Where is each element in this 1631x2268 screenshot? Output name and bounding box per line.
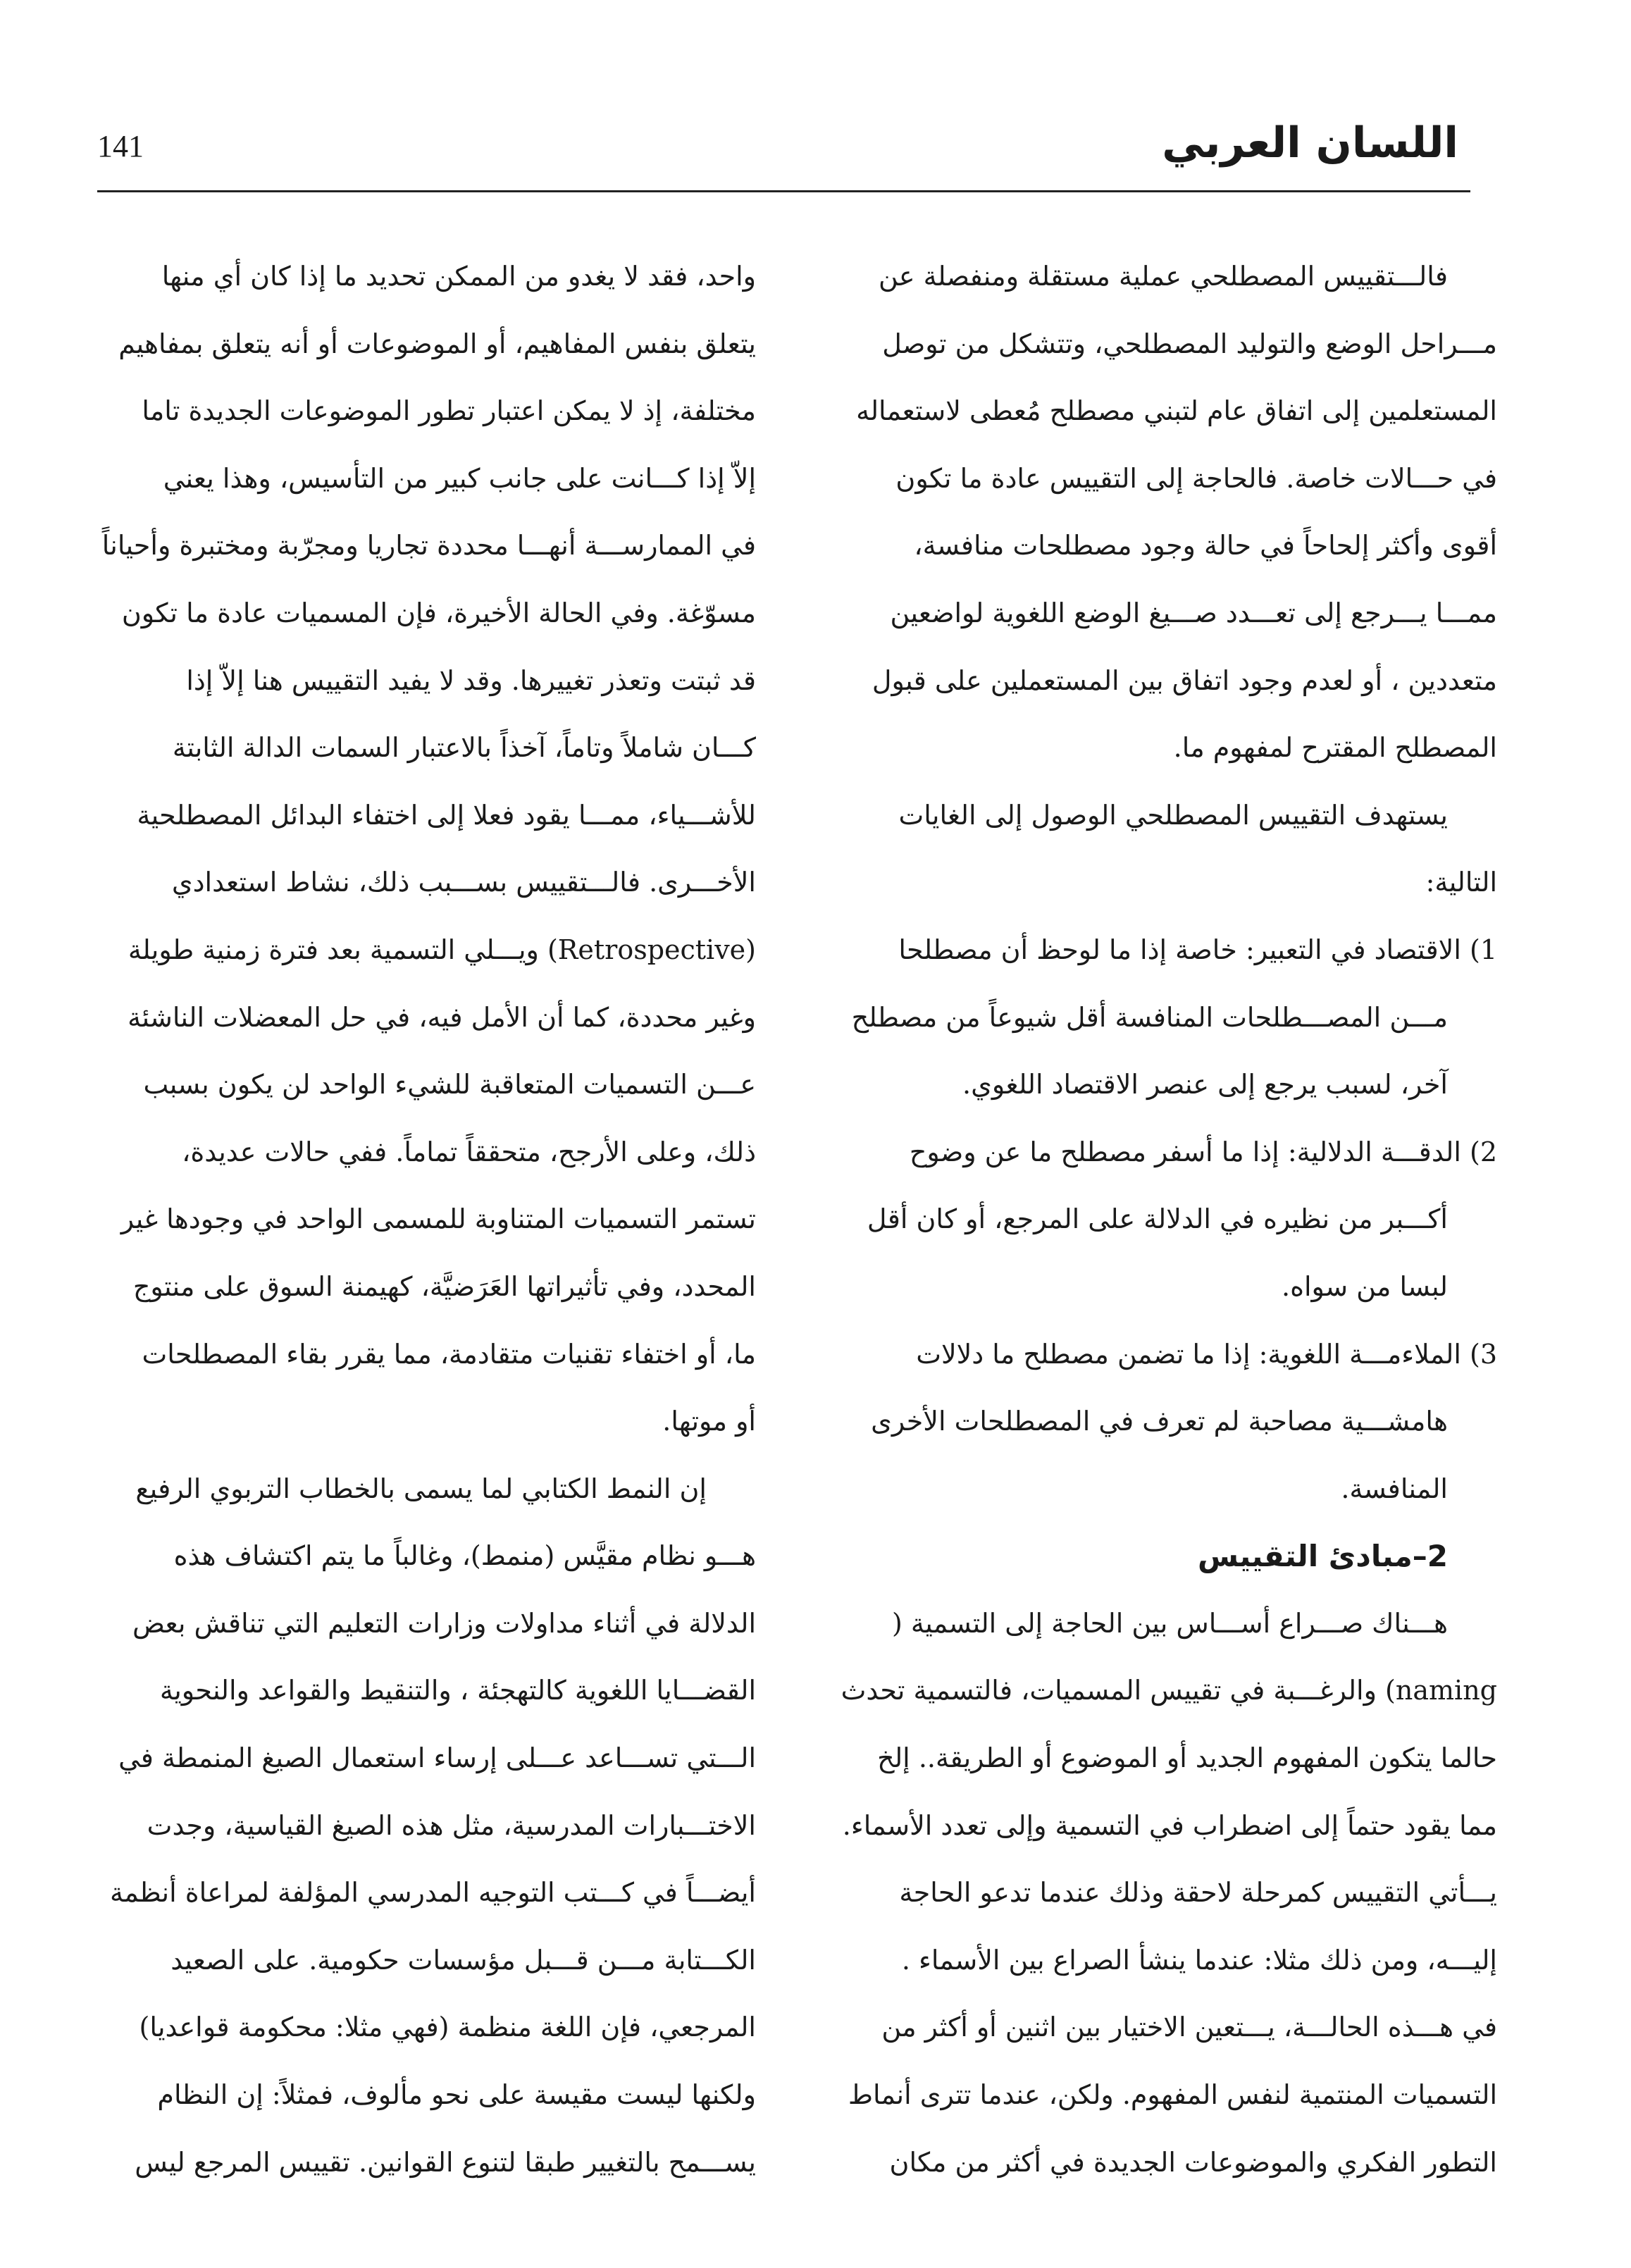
list-item: 1) الاقتصاد في التعبير: خاصة إذا ما لوحظ أن مصطلحا [898, 934, 1497, 965]
paragraph-line: مختلفة، إذ لا يمكن اعتبار تطور الموضوعات الجديدة تاما [142, 395, 756, 427]
paragraph-line: أو موتها. [662, 1406, 756, 1437]
paragraph-line: أقوى وأكثر إلحاحاً في حالة وجود مصطلحات منافسة، [914, 530, 1497, 562]
list-item: 3) الملاءمـــة اللغوية: إذا ما تضمن مصطلح ما دلالات [916, 1338, 1497, 1370]
paragraph-line: مسوّغة. وفي الحالة الأخيرة، فإن المسميات عادة ما تكون [121, 597, 756, 628]
left-column [97, 243, 756, 2196]
paragraph-line: المستعلمين إلى اتفاق عام لتبني مصطلح مُعطى لاستعماله [856, 395, 1497, 427]
paragraph-line: ذلك، وعلى الأرجح، متحققاً تماماً. ففي حالات عديدة، [182, 1136, 756, 1167]
paragraph-line: ولكنها ليست مقيسة على نحو مألوف، فمثلاً: إن النظام [157, 2079, 756, 2111]
paragraph-line: تستمر التسميات المتناوبة للمسمى الواحد في وجودها غير [120, 1203, 756, 1235]
paragraph-line: يســـمح بالتغيير طبقا لتنوع القوانين. تقييس المرجع ليس [135, 2146, 756, 2178]
paragraph-line: حالما يتكون المفهوم الجديد أو الموضوع أو الطريقة.. إلخ [877, 1742, 1497, 1774]
paragraph-line: مما يقود حتماً إلى اضطراب في التسمية وإلى تعدد الأسماء. [842, 1809, 1497, 1841]
paragraph-line: الاختـــبارات المدرسية، مثل هذه الصيغ القياسية، وجدت [147, 1809, 756, 1841]
page-number: 141 [97, 129, 144, 163]
paragraph-line: عـــن التسميات المتعاقبة للشيء الواحد لن يكون بسبب [143, 1069, 756, 1101]
list-item: 2) الدقـــة الدلالية: إذا ما أسفر مصطلح ما عن وضوح [909, 1136, 1497, 1167]
paragraph-line: المحدد، وفي تأثيراتها العَرَضيَّة، كهيمنة السوق على منتوج [132, 1270, 756, 1302]
paragraph-line: وغير محددة، كما أن الأمل فيه، في حل المعضلات الناشئة [128, 1001, 756, 1033]
section-heading: 2–مبادئ التقييس [1197, 1539, 1448, 1574]
right-column [828, 243, 1497, 2196]
paragraph-line: (Retrospective) ويـــلي التسمية بعد فترة زمنية طويلة [128, 934, 756, 965]
paragraph-line: أيضـــاً في كـــتب التوجيه المدرسي المؤلفة لمراعاة أنظمة [110, 1877, 756, 1909]
paragraph-line: قد ثبتت وتعذر تغييرها. وقد لا يفيد التقييس هنا إلاّ إذا [186, 664, 756, 696]
paragraph-line: في هـــذه الحالـــة، يـــتعين الاختيار بين اثنين أو أكثر من [881, 2012, 1497, 2043]
paragraph-line: المصطلح المقترح لمفهوم ما. [1173, 732, 1497, 764]
list-item-line: المنافسة. [1341, 1473, 1448, 1504]
paragraph-line: هـــناك صـــراع أســـاس بين الحاجة إلى التسمية ( [891, 1607, 1448, 1639]
paragraph-line: naming) والرغـــبة في تقييس المسميات، فالتسمية تحدث [841, 1675, 1497, 1706]
paragraph-line: الأخـــرى. فالـــتقييس بســـبب ذلك، نشاط استعدادي [171, 867, 756, 898]
paragraph-line: التسميات المنتمية لنفس المفهوم. ولكن، عندما تترى أنماط [848, 2079, 1497, 2111]
list-item-line: أكـــبر من نظيره في الدلالة على المرجع، أو كان أقل [867, 1203, 1448, 1235]
paragraph-line: هـــو نظام مقيَّس (منمط)، وغالباً ما يتم اكتشاف هذه [173, 1540, 756, 1572]
paragraph-line: ما، أو اختفاء تقنيات متقادمة، مما يقرر بقاء المصطلحات [142, 1338, 756, 1370]
paragraph-line: التطور الفكري والموضوعات الجديدة في أكثر من مكان [889, 2146, 1497, 2178]
paragraph-line: الدلالة في أثناء مداولات وزارات التعليم التي تناقش بعض [132, 1607, 756, 1639]
paragraph-line: الـــتي تســـاعد عـــلى إرساء استعمال الصيغ المنمطة في [118, 1742, 756, 1774]
paragraph-line: فالـــتقييس المصطلحي عملية مستقلة ومنفصلة عن [878, 261, 1448, 292]
paragraph-line: إن النمط الكتابي لما يسمى بالخطاب التربوي الرفيع [135, 1473, 707, 1504]
header-rule [97, 190, 1470, 192]
paragraph-line: يستهدف التقييس المصطلحي الوصول إلى الغايات [898, 799, 1448, 831]
list-item-line: لبسا من سواه. [1282, 1270, 1448, 1302]
paragraph-line: في حـــالات خاصة. فالحاجة إلى التقييس عادة ما تكون [895, 462, 1497, 494]
paragraph-line: إليـــه، ومن ذلك مثلا: عندما ينشأ الصراع بين الأسماء . [901, 1944, 1497, 1976]
paragraph-line: يتعلق بنفس المفاهيم، أو الموضوعات أو أنه يتعلق بمفاهيم [118, 328, 756, 359]
paragraph-line: مـــراحل الوضع والتوليد المصطلحي، وتتشكل من توصل [882, 328, 1497, 359]
paragraph-line: للأشـــياء، ممـــا يقود فعلا إلى اختفاء البدائل المصطلحية [137, 799, 756, 831]
list-item-line: مـــن المصـــطلحات المنافسة أقل شيوعاً من مصطلح [851, 1001, 1448, 1033]
paragraph-line: التالية: [1425, 867, 1497, 898]
paragraph-line: في الممارســـة أنهـــا محددة تجاريا ومجرّبة ومختبرة وأحياناً [101, 530, 756, 562]
paragraph-line: الكـــتابة مـــن قـــبل مؤسسات حكومية. على الصعيد [170, 1944, 756, 1976]
journal-title: اللسان العربي [1162, 118, 1458, 168]
paragraph-line: كـــان شاملاً وتاماً، آخذاً بالاعتبار السمات الدالة الثابتة [172, 732, 756, 764]
paragraph-line: واحد، فقد لا يغدو من الممكن تحديد ما إذا كان أي منها [161, 261, 756, 292]
paragraph-line: القضـــايا اللغوية كالتهجئة ، والتنقيط والقواعد والنحوية [159, 1675, 756, 1706]
list-item-line: آخر، لسبب يرجع إلى عنصر الاقتصاد اللغوي. [962, 1069, 1448, 1101]
paragraph-line: إلاّ إذا كـــانت على جانب كبير من التأسيس، وهذا يعني [163, 462, 756, 494]
paragraph-line: متعددين ، أو لعدم وجود اتفاق بين المستعملين على قبول [872, 664, 1497, 696]
paragraph-line: ممـــا يـــرجع إلى تعـــدد صـــيغ الوضع اللغوية لواضعين [890, 597, 1497, 628]
list-item-line: هامشـــية مصاحبة لم تعرف في المصطلحات الأخرى [871, 1406, 1448, 1437]
paragraph-line: المرجعي، فإن اللغة منظمة (فهي مثلا: محكومة قواعديا) [139, 2012, 756, 2043]
paragraph-line: يـــأتي التقييس كمرحلة لاحقة وذلك عندما تدعو الحاجة [899, 1877, 1497, 1909]
